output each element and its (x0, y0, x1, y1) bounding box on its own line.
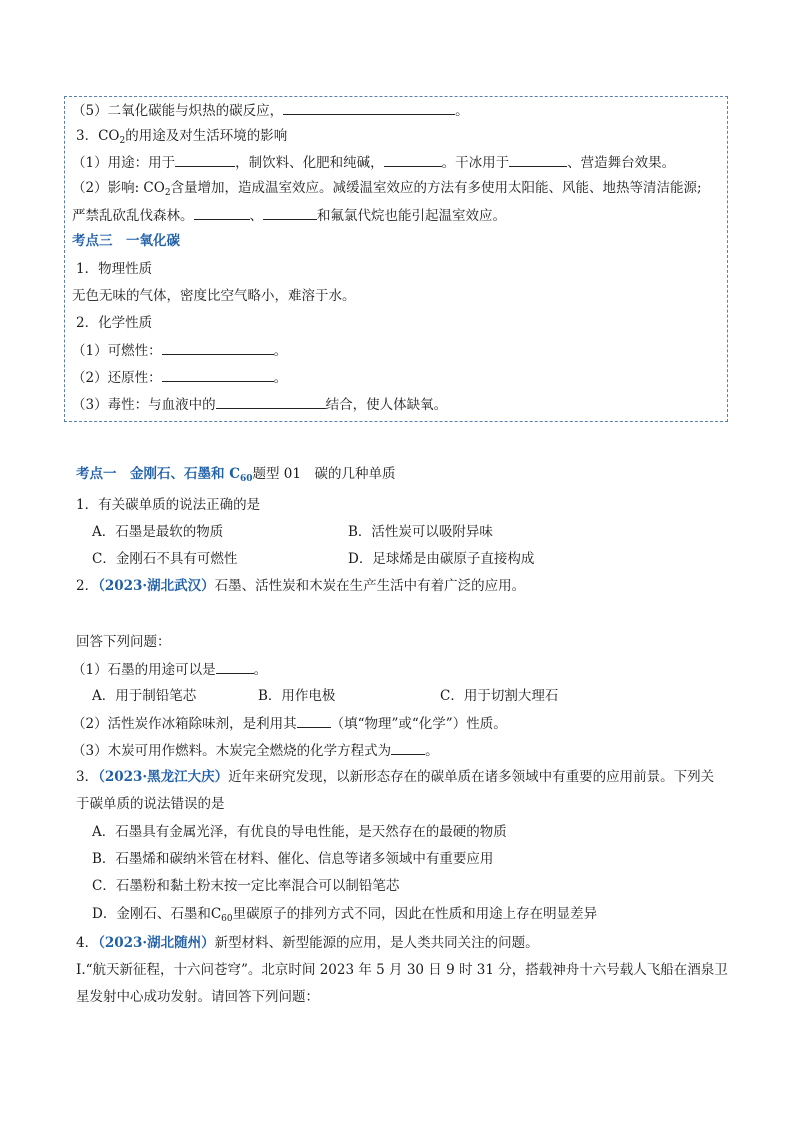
chemical-properties-heading: 2．化学性质 (76, 315, 153, 331)
subscript: 2 (164, 188, 171, 198)
answer-blank[interactable] (162, 367, 274, 382)
text: 近年来研究发现，以新形态存在的碳单质在诸多领域中有重要的应用前景。下列关 (228, 769, 715, 785)
text: （5）二氧化碳能与炽热的碳反应， (72, 103, 284, 119)
text: 新型材料、新型能源的应用，是人类共同关注的问题。 (214, 935, 539, 951)
text: 石墨、活性炭和木炭在生产生活中有着广泛的应用。 (214, 578, 526, 594)
question-3-stem-cont: 于碳单质的说法错误的是 (76, 796, 225, 812)
text: 考点一 金刚石、石墨和 C (76, 466, 240, 482)
text: 结合，使人体缺氧。 (325, 397, 448, 413)
q2-option-b[interactable]: B．用作电极 (258, 688, 336, 704)
text: 题型 01 碳的几种单质 (252, 466, 396, 482)
text: 。干冰用于 (441, 155, 510, 171)
source-tag: （2023·湖北武汉） (98, 578, 215, 594)
q2-option-a[interactable]: A．用于制铅笔芯 (92, 688, 197, 704)
text: 、营造舞台效果。 (567, 155, 676, 171)
text: （1）石墨的用途可以是 (72, 662, 216, 678)
text: 4． (76, 935, 99, 951)
text: （1）用途：用于 (72, 155, 176, 171)
text: 3．CO (76, 128, 120, 144)
q2-sub2 (72, 713, 507, 734)
text: 的用途及对生活环境的影响 (125, 128, 288, 144)
subscript: 60 (221, 914, 233, 924)
physical-properties-heading: 1．物理性质 (76, 261, 153, 277)
q3-option-c[interactable]: C．石墨粉和黏土粉末按一定比率混合可以制铅笔芯 (92, 878, 400, 894)
q2-intro: 回答下列问题： (76, 634, 171, 650)
text: （2）还原性： (72, 370, 162, 386)
answer-blank[interactable] (283, 100, 455, 115)
q3-option-b[interactable]: B．石墨烯和碳纳米管在材料、催化、信息等诸多领域中有重要应用 (92, 851, 494, 867)
co2-uses-heading (76, 126, 287, 151)
text: 。 (253, 662, 268, 678)
text: 。 (273, 343, 288, 359)
answer-blank[interactable] (384, 152, 442, 167)
q2-sub1 (72, 659, 267, 680)
source-tag: （2023·湖北随州） (98, 935, 215, 951)
reducibility-line (72, 367, 287, 388)
subscript: 2 (119, 136, 126, 146)
q2-option-c[interactable]: C．用于切割大理石 (440, 688, 559, 704)
flammability-line (72, 340, 287, 361)
text: （2）活性炭作冰箱除味剂，是利用其 (72, 716, 297, 732)
answer-blank[interactable] (297, 713, 331, 728)
text: 含量增加，造成温室效应。减缓温室效应的方法有多使用太阳能、风能、地热等清洁能源; (170, 180, 702, 196)
q2-sub3 (72, 740, 439, 761)
text: （3）木炭可用作燃料。木炭完全燃烧的化学方程式为 (72, 743, 392, 759)
q4-paragraph-1: Ⅰ.“航天新征程，十六问苍穹”。北京时间 2023 年 5 月 30 日 9 时 31 分，搭载神舟十六号载人飞船在酒泉卫 (76, 962, 728, 978)
text: 、 (249, 208, 263, 224)
toxicity-line (72, 394, 447, 415)
q1-option-c[interactable]: C．金刚石不具有可燃性 (92, 551, 238, 567)
answer-blank[interactable] (162, 340, 274, 355)
text: D．金刚石、石墨和C (92, 906, 222, 922)
text: （填“物理”或“化学”）性质。 (330, 716, 507, 732)
text: 3． (76, 769, 99, 785)
text: 和氟氯代烷也能引起温室效应。 (317, 208, 506, 224)
q4-paragraph-2: 星发射中心成功发射。请回答下列问题： (76, 989, 319, 1005)
greenhouse-line (72, 205, 506, 226)
answer-blank[interactable] (216, 659, 254, 674)
source-tag: （2023·黑龙江大庆） (98, 769, 229, 785)
text: 。 (273, 370, 288, 386)
co2-impact-line (72, 178, 702, 203)
text: （1）可燃性： (72, 343, 162, 359)
question-4-stem (76, 933, 539, 953)
text: ，制饮料、化肥和纯碱， (235, 155, 384, 171)
co2-uses-line (72, 152, 675, 173)
answer-blank[interactable] (194, 205, 250, 220)
section-heading-co: 考点三 一氧化碳 (72, 233, 180, 249)
text: 。 (425, 743, 439, 759)
text: 严禁乱砍乱伐森林。 (72, 208, 194, 224)
q1-option-b[interactable]: B．活性炭可以吸附异味 (348, 524, 493, 540)
answer-blank[interactable] (175, 152, 235, 167)
answer-blank[interactable] (263, 205, 317, 220)
question-1-stem: 1．有关碳单质的说法正确的是 (76, 497, 261, 513)
q3-option-d[interactable] (92, 904, 597, 929)
q1-option-d[interactable]: D．足球烯是由碳原子直接构成 (348, 551, 535, 567)
question-3-stem (76, 767, 714, 787)
answer-blank[interactable] (509, 152, 567, 167)
text: 。 (455, 103, 469, 119)
text: 里碳原子的排列方式不同，因此在性质和用途上存在明显差异 (232, 906, 598, 922)
question-2-stem (76, 576, 525, 596)
subscript: 60 (239, 474, 253, 484)
q3-option-a[interactable]: A．石墨具有金属光泽，有优良的导电性能，是天然存在的最硬的物质 (92, 824, 507, 840)
q1-option-a[interactable]: A．石墨是最软的物质 (92, 524, 224, 540)
answer-blank[interactable] (216, 394, 326, 409)
physical-properties-text: 无色无味的气体，密度比空气略小，难溶于水。 (72, 288, 356, 304)
section-heading-carbon (76, 464, 395, 489)
answer-blank[interactable] (391, 740, 425, 755)
co2-reaction-line (72, 100, 469, 121)
text: （2）影响: CO (72, 180, 165, 196)
text: （3）毒性：与血液中的 (72, 397, 216, 413)
text: 2． (76, 578, 99, 594)
